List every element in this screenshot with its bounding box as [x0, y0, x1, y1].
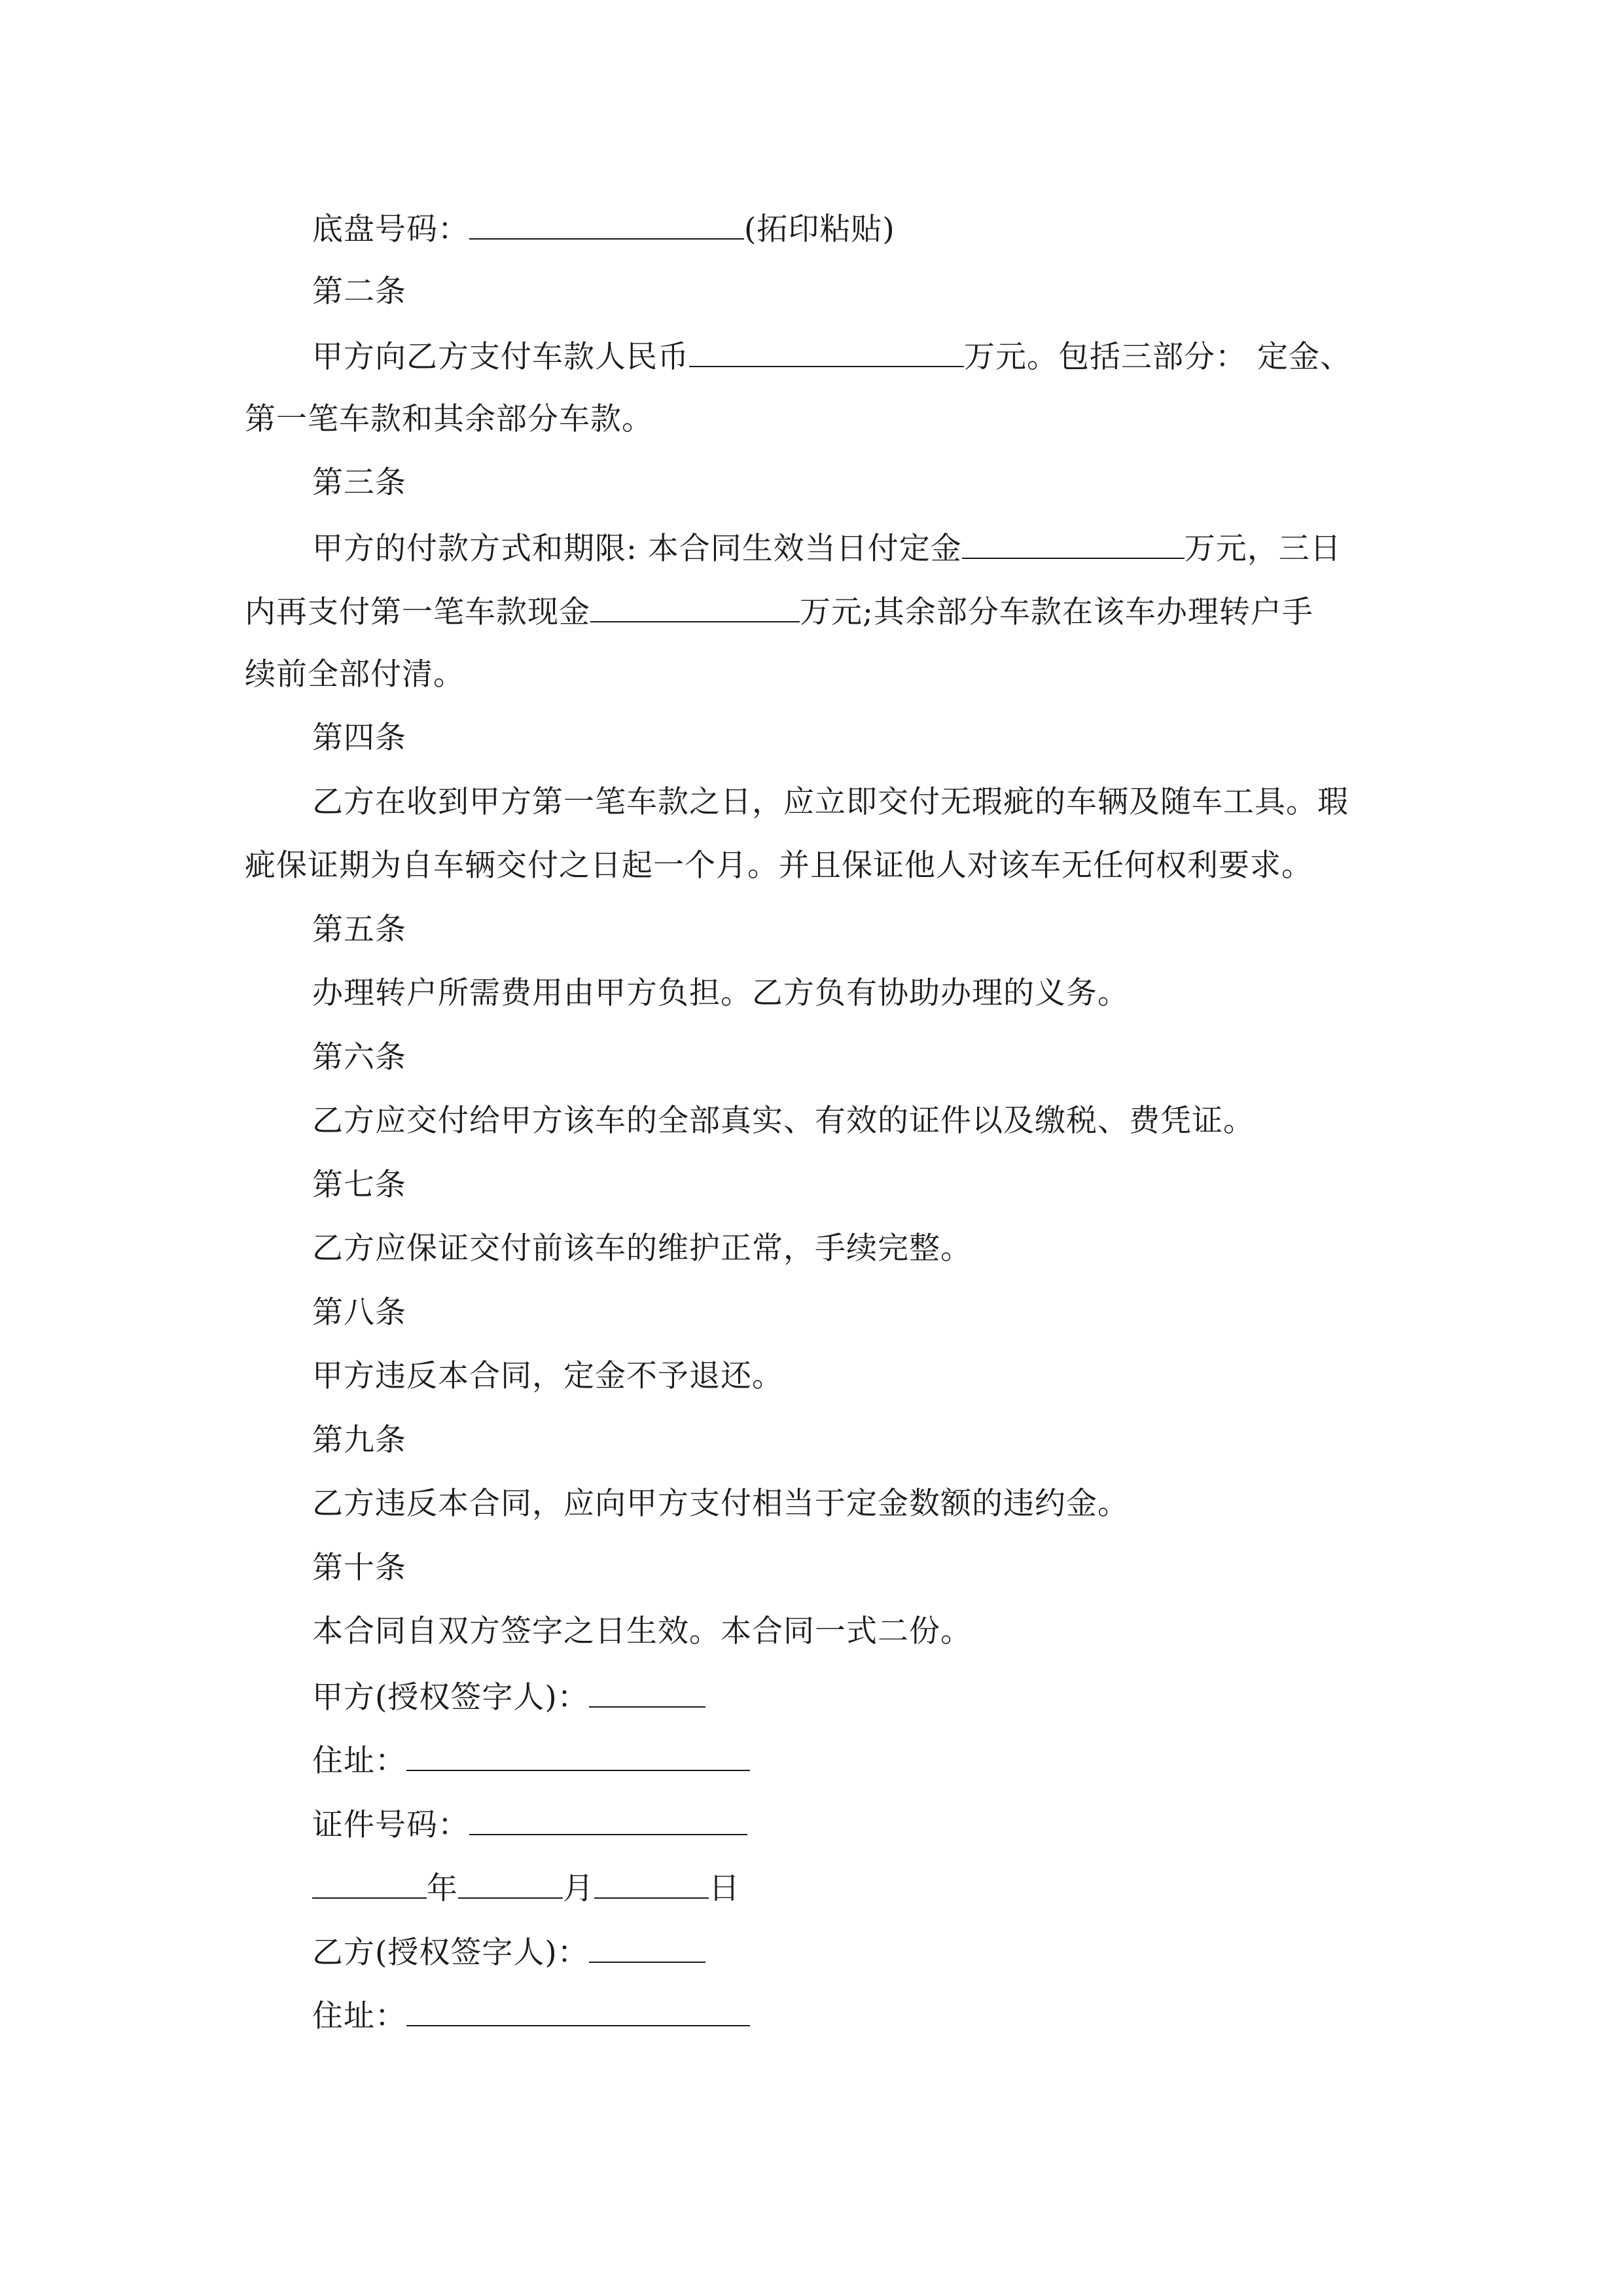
- party-a-id-label: 证件号码：: [312, 1807, 469, 1843]
- article-5-text: 办理转户所需费用由甲方负担。乙方负有协助办理的义务。: [312, 975, 1129, 1011]
- article-3-text-line-1: [312, 528, 1342, 567]
- party-a-signer-label: 甲方(授权签字人)：: [312, 1679, 589, 1715]
- article-10-text: 本合同自双方签字之日生效。本合同一式二份。: [312, 1613, 972, 1649]
- party-a-address-label: 住址：: [312, 1743, 406, 1779]
- article-3-text-b: 万元，三日: [1184, 531, 1342, 567]
- article-3-text-line-2: [245, 591, 1313, 630]
- first-payment-blank: [590, 591, 800, 622]
- party-b-signer-line: [312, 1931, 705, 1971]
- article-2-title: 第二条: [312, 274, 406, 310]
- month-blank: [458, 1867, 563, 1899]
- day-label: 日: [709, 1871, 740, 1907]
- party-b-address-label: 住址：: [312, 1998, 406, 2034]
- article-9-text: 乙方违反本合同，应向甲方支付相当于定金数额的违约金。: [312, 1486, 1129, 1522]
- year-label: 年: [427, 1871, 458, 1907]
- party-b-signature-blank: [589, 1931, 705, 1963]
- article-3-text-c: 内再支付第一笔车款现金: [245, 594, 590, 630]
- article-8-text: 甲方违反本合同，定金不予退还。: [312, 1358, 783, 1394]
- article-3-text-line-3: 续前全部付清。: [245, 656, 465, 692]
- article-4-text-line-2: 疵保证期为自车辆交付之日起一个月。并且保证他人对该车无任何权利要求。: [245, 848, 1313, 884]
- article-6-title: 第六条: [312, 1039, 406, 1075]
- article-2-text-a: 甲方向乙方支付车款人民币: [312, 339, 689, 375]
- article-8-title: 第八条: [312, 1295, 406, 1331]
- article-9-title: 第九条: [312, 1422, 406, 1458]
- party-b-address-line: [312, 1995, 750, 2034]
- article-7-title: 第七条: [312, 1167, 406, 1203]
- article-10-title: 第十条: [312, 1550, 406, 1586]
- article-7-text: 乙方应保证交付前该车的维护正常，手续完整。: [312, 1230, 972, 1266]
- party-a-id-line: [312, 1804, 747, 1843]
- article-4-title: 第四条: [312, 720, 406, 756]
- article-5-title: 第五条: [312, 912, 406, 948]
- party-a-signature-blank: [589, 1676, 705, 1708]
- article-3-text-a: 甲方的付款方式和期限: 本合同生效当日付定金: [312, 531, 962, 567]
- chassis-number-suffix: (拓印粘贴): [744, 211, 895, 247]
- month-label: 月: [563, 1871, 594, 1907]
- article-3-title: 第三条: [312, 465, 406, 501]
- day-blank: [594, 1867, 709, 1899]
- chassis-number-blank: [469, 208, 744, 240]
- party-a-address-line: [312, 1740, 750, 1779]
- party-a-id-blank: [469, 1804, 747, 1835]
- article-3-text-d: 万元;其余部分车款在该车办理转户手: [800, 594, 1313, 630]
- chassis-number-line: [312, 208, 895, 247]
- article-6-text: 乙方应交付给甲方该车的全部真实、有效的证件以及缴税、费凭证。: [312, 1103, 1255, 1139]
- chassis-number-label: 底盘号码：: [312, 211, 469, 247]
- year-blank: [312, 1867, 427, 1899]
- party-b-signer-label: 乙方(授权签字人)：: [312, 1935, 589, 1971]
- article-4-text-line-1: 乙方在收到甲方第一笔车款之日，应立即交付无瑕疵的车辆及随车工具。瑕: [312, 784, 1349, 820]
- deposit-amount-blank: [962, 528, 1185, 559]
- article-2-text-line-1: [312, 336, 1351, 375]
- party-a-signer-line: [312, 1676, 705, 1715]
- article-2-text-line-2: 第一笔车款和其余部分车款。: [245, 401, 653, 437]
- party-a-address-blank: [406, 1740, 750, 1771]
- date-line: [312, 1867, 740, 1907]
- article-2-text-b: 万元。包括三部分： 定金、: [964, 339, 1351, 375]
- payment-amount-blank: [689, 336, 964, 367]
- party-b-address-blank: [406, 1995, 750, 2026]
